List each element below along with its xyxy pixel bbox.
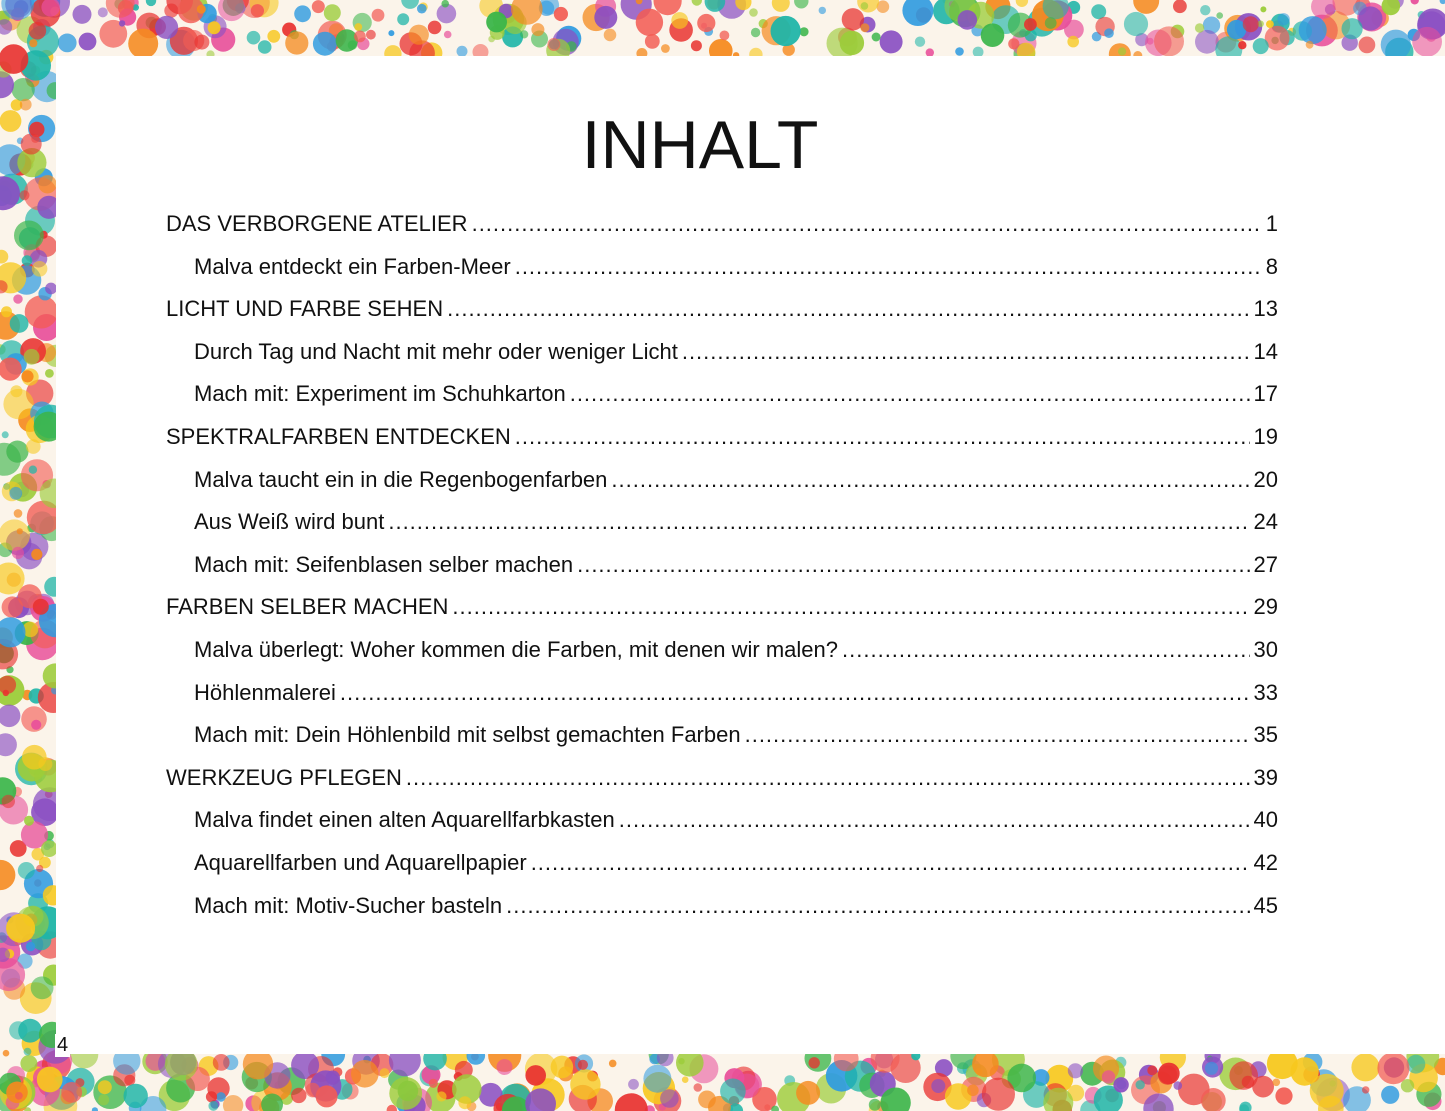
confetti-dot bbox=[861, 2, 869, 10]
confetti-dot bbox=[958, 10, 978, 30]
toc-entry[interactable] bbox=[166, 416, 1278, 459]
confetti-dot bbox=[860, 23, 869, 32]
confetti-dot bbox=[79, 33, 97, 51]
confetti-dot bbox=[31, 720, 41, 730]
confetti-dot bbox=[1133, 0, 1159, 14]
confetti-dot bbox=[645, 34, 660, 49]
confetti-dot bbox=[33, 599, 49, 615]
toc-entry-label: Malva findet einen alten Aquarellfarbkasten bbox=[194, 807, 615, 833]
confetti-dot bbox=[1102, 1070, 1115, 1083]
confetti-dot bbox=[594, 6, 617, 29]
toc-entry[interactable] bbox=[166, 544, 1278, 587]
toc-entry-label: Malva entdeckt ein Farben-Meer bbox=[194, 253, 511, 279]
confetti-dot bbox=[551, 1056, 574, 1079]
dot-leader bbox=[472, 203, 1262, 246]
confetti-dot bbox=[531, 23, 544, 36]
confetti-dot bbox=[208, 21, 221, 34]
confetti-dot bbox=[1260, 6, 1266, 12]
confetti-dot bbox=[967, 1085, 979, 1097]
confetti-dot bbox=[38, 757, 52, 771]
confetti-dot bbox=[45, 369, 54, 378]
toc-entry-page: 42 bbox=[1253, 849, 1278, 875]
toc-entry-page: 17 bbox=[1253, 381, 1278, 407]
confetti-dot bbox=[615, 1093, 648, 1111]
confetti-dot bbox=[2, 795, 15, 808]
confetti-dot bbox=[73, 5, 92, 24]
toc-entry-page: 27 bbox=[1253, 551, 1278, 577]
confetti-dot bbox=[661, 44, 670, 53]
confetti-dot bbox=[194, 35, 209, 50]
confetti-dot bbox=[520, 30, 528, 38]
confetti-dot bbox=[24, 1048, 32, 1056]
confetti-dot bbox=[348, 40, 357, 49]
toc-entry[interactable] bbox=[166, 459, 1278, 502]
confetti-dot bbox=[92, 1107, 98, 1111]
confetti-dot bbox=[146, 0, 156, 6]
confetti-dot bbox=[208, 1101, 218, 1111]
confetti-dot bbox=[294, 5, 311, 22]
confetti-dot bbox=[1195, 30, 1219, 54]
confetti-dot bbox=[10, 385, 22, 397]
confetti-dot bbox=[872, 33, 881, 42]
page-number: 4 bbox=[57, 1034, 69, 1056]
toc-entry[interactable] bbox=[166, 714, 1278, 757]
confetti-dot bbox=[21, 370, 33, 382]
confetti-dot bbox=[1147, 1065, 1157, 1075]
confetti-dot bbox=[720, 1079, 746, 1105]
confetti-dot bbox=[751, 28, 760, 37]
confetti-dot bbox=[119, 20, 125, 26]
confetti-dot bbox=[1216, 12, 1223, 19]
confetti-dot bbox=[1195, 23, 1204, 32]
confetti-dot bbox=[1174, 1081, 1183, 1090]
confetti-dot bbox=[20, 190, 30, 200]
confetti-dot bbox=[2, 431, 9, 438]
toc-entry-page: 29 bbox=[1253, 594, 1278, 620]
confetti-dot bbox=[313, 32, 337, 56]
confetti-dot bbox=[316, 1085, 338, 1107]
confetti-dot bbox=[409, 25, 429, 45]
confetti-dot bbox=[1045, 17, 1057, 29]
confetti-dot bbox=[1118, 47, 1126, 55]
toc-entry-page: 20 bbox=[1253, 466, 1278, 492]
confetti-dot bbox=[1008, 38, 1019, 49]
confetti-dot bbox=[197, 5, 206, 14]
confetti-dot bbox=[124, 1084, 148, 1108]
confetti-dot bbox=[0, 705, 20, 728]
confetti-dot bbox=[24, 816, 34, 826]
confetti-dot bbox=[1024, 18, 1037, 31]
confetti-dot bbox=[61, 1082, 82, 1103]
confetti-dot bbox=[1266, 20, 1274, 28]
confetti-dot bbox=[3, 690, 9, 696]
confetti-dot bbox=[98, 1094, 109, 1105]
confetti-dot bbox=[547, 38, 560, 51]
dot-leader bbox=[745, 714, 1250, 757]
toc-entry[interactable] bbox=[166, 203, 1278, 246]
confetti-dot bbox=[1173, 0, 1187, 13]
confetti-dot bbox=[1205, 1062, 1218, 1075]
dot-leader bbox=[388, 501, 1249, 544]
confetti-dot bbox=[636, 9, 663, 36]
dot-leader bbox=[619, 799, 1250, 842]
confetti-dot bbox=[682, 1076, 689, 1083]
dot-leader bbox=[611, 459, 1249, 502]
confetti-dot bbox=[366, 30, 376, 40]
toc-entry[interactable] bbox=[166, 672, 1278, 715]
confetti-dot bbox=[1113, 1077, 1128, 1092]
confetti-dot bbox=[324, 4, 341, 21]
confetti-dot bbox=[26, 942, 35, 951]
confetti-dot bbox=[981, 23, 1005, 47]
confetti-dot bbox=[354, 23, 362, 31]
confetti-dot bbox=[1407, 1055, 1426, 1074]
dot-leader bbox=[406, 757, 1250, 800]
toc-entry-label: Mach mit: Dein Höhlenbild mit selbst gemachten Farben bbox=[194, 722, 741, 748]
toc-entry[interactable] bbox=[166, 757, 1278, 800]
dot-leader bbox=[340, 672, 1250, 715]
toc-entry-label: Höhlenmalerei bbox=[194, 679, 336, 705]
confetti-dot bbox=[428, 21, 442, 35]
confetti-dot bbox=[436, 1091, 446, 1101]
confetti-dot bbox=[794, 0, 808, 9]
confetti-dot bbox=[13, 294, 22, 303]
toc-entry-page: 39 bbox=[1253, 764, 1278, 790]
confetti-dot bbox=[31, 976, 54, 999]
confetti-dot bbox=[0, 250, 8, 264]
confetti-dot bbox=[36, 865, 43, 872]
confetti-dot bbox=[1, 306, 12, 317]
toc-entry-label: WERKZEUG PFLEGEN bbox=[166, 764, 402, 790]
confetti-dot bbox=[444, 31, 452, 39]
confetti-dot bbox=[1411, 0, 1419, 4]
toc-entry-label: Durch Tag und Nacht mit mehr oder weniger Licht bbox=[194, 338, 678, 364]
confetti-dot bbox=[0, 733, 17, 756]
confetti-dot bbox=[12, 547, 24, 559]
confetti-dot bbox=[1067, 36, 1079, 48]
confetti-dot bbox=[554, 7, 568, 21]
toc-entry[interactable] bbox=[166, 885, 1278, 928]
confetti-dot bbox=[643, 1065, 671, 1093]
confetti-dot bbox=[31, 549, 42, 560]
confetti-dot bbox=[809, 1057, 820, 1068]
confetti-dot bbox=[9, 1021, 27, 1039]
toc-entry-label: Malva taucht ein in die Regenbogenfarben bbox=[194, 466, 608, 492]
confetti-dot bbox=[945, 1083, 972, 1110]
confetti-dot bbox=[1243, 16, 1259, 32]
toc-entry[interactable] bbox=[166, 629, 1278, 672]
toc-entry-label: LICHT UND FARBE SEHEN bbox=[166, 296, 444, 322]
confetti-dot bbox=[6, 914, 35, 943]
confetti-dot bbox=[772, 0, 790, 12]
confetti-dot bbox=[98, 1080, 112, 1094]
confetti-dot bbox=[1091, 4, 1106, 19]
toc-entry-page: 8 bbox=[1265, 253, 1278, 279]
confetti-dot bbox=[869, 1099, 881, 1111]
confetti-dot bbox=[749, 8, 758, 17]
confetti-dot bbox=[247, 31, 261, 45]
confetti-dot bbox=[37, 1067, 63, 1093]
toc-entry[interactable] bbox=[166, 842, 1278, 885]
confetti-dot bbox=[915, 37, 925, 47]
confetti-dot bbox=[397, 13, 409, 25]
confetti-dot bbox=[720, 31, 730, 41]
confetti-dot bbox=[441, 0, 449, 8]
toc-entry-page: 40 bbox=[1253, 807, 1278, 833]
confetti-dot bbox=[155, 16, 178, 39]
confetti-dot bbox=[206, 1091, 217, 1102]
confetti-dot bbox=[258, 40, 272, 54]
confetti-dot bbox=[29, 22, 47, 40]
confetti-dot bbox=[982, 1078, 1015, 1111]
toc-entry-page: 1 bbox=[1265, 211, 1278, 236]
confetti-dot bbox=[1158, 1065, 1177, 1084]
dot-leader bbox=[515, 246, 1262, 289]
table-of-contents bbox=[166, 203, 1278, 927]
toc-entry-label: Aus Weiß wird bunt bbox=[194, 509, 385, 535]
confetti-dot bbox=[326, 1071, 340, 1085]
confetti-dot bbox=[1306, 41, 1314, 49]
confetti-dot bbox=[578, 1060, 588, 1070]
dot-leader bbox=[515, 416, 1250, 459]
confetti-dot bbox=[488, 36, 495, 43]
confetti-dot bbox=[1299, 16, 1327, 44]
toc-entry-label: Mach mit: Experiment im Schuhkarton bbox=[194, 381, 566, 407]
confetti-dot bbox=[902, 0, 933, 26]
confetti-dot bbox=[1351, 1053, 1379, 1081]
confetti-dot bbox=[29, 466, 37, 474]
confetti-dot bbox=[840, 31, 864, 55]
confetti-dot bbox=[486, 12, 507, 33]
confetti-dot bbox=[12, 78, 35, 101]
toc-entry-page: 33 bbox=[1253, 679, 1278, 705]
confetti-dot bbox=[223, 1095, 243, 1111]
confetti-dot bbox=[691, 40, 702, 51]
toc-entry[interactable] bbox=[166, 331, 1278, 374]
confetti-dot bbox=[24, 349, 40, 365]
confetti-dot bbox=[497, 1059, 513, 1075]
dot-leader bbox=[452, 586, 1249, 629]
dot-leader bbox=[682, 331, 1250, 374]
confetti-dot bbox=[25, 295, 58, 328]
confetti-dot bbox=[819, 7, 826, 14]
confetti-dot bbox=[14, 221, 44, 251]
confetti-dot bbox=[18, 862, 35, 879]
confetti-dot bbox=[22, 255, 33, 266]
toc-entry[interactable] bbox=[166, 501, 1278, 544]
confetti-dot bbox=[1362, 1086, 1369, 1093]
confetti-dot bbox=[458, 1096, 471, 1109]
toc-entry-label: FARBEN SELBER MACHEN bbox=[166, 594, 449, 620]
confetti-dot bbox=[267, 30, 280, 43]
toc-entry[interactable] bbox=[166, 799, 1278, 842]
confetti-dot bbox=[1242, 1076, 1254, 1088]
toc-entry-label: Mach mit: Seifenblasen selber machen bbox=[194, 551, 574, 577]
toc-entry-label: DAS VERBORGENE ATELIER bbox=[166, 211, 468, 236]
confetti-dot bbox=[14, 509, 23, 518]
confetti-dot bbox=[1440, 0, 1445, 4]
confetti-dot bbox=[628, 1079, 639, 1090]
confetti-dot bbox=[32, 261, 48, 277]
confetti-dot bbox=[1412, 27, 1442, 57]
confetti-dot bbox=[1154, 26, 1184, 56]
confetti-dot bbox=[372, 9, 385, 22]
confetti-dot bbox=[6, 1082, 28, 1104]
confetti-dot bbox=[3, 1050, 10, 1057]
confetti-dot bbox=[0, 519, 30, 550]
confetti-dot bbox=[213, 1054, 230, 1071]
confetti-dot bbox=[1377, 1052, 1409, 1084]
confetti-dot bbox=[694, 1083, 703, 1092]
confetti-dot bbox=[1342, 18, 1363, 39]
confetti-dot bbox=[1275, 1087, 1292, 1104]
confetti-dot bbox=[660, 1089, 679, 1108]
confetti-dot bbox=[1016, 0, 1028, 7]
confetti-dot bbox=[312, 0, 325, 13]
confetti-dot bbox=[389, 1077, 422, 1110]
toc-entry-page: 45 bbox=[1253, 892, 1278, 918]
toc-entry[interactable] bbox=[166, 373, 1278, 416]
confetti-dot bbox=[1136, 1080, 1145, 1089]
toc-entry-label: Aquarellfarben und Aquarellpapier bbox=[194, 849, 527, 875]
confetti-dot bbox=[351, 1060, 379, 1088]
confetti-dot bbox=[128, 29, 158, 59]
confetti-dot bbox=[796, 1081, 820, 1105]
toc-entry-label: Mach mit: Motiv-Sucher basteln bbox=[194, 892, 503, 918]
confetti-dot bbox=[401, 0, 419, 9]
confetti-dot bbox=[1381, 1086, 1399, 1104]
confetti-dot bbox=[380, 1068, 390, 1078]
confetti-dot bbox=[671, 12, 688, 29]
confetti-dot bbox=[771, 16, 801, 46]
confetti-dot bbox=[1359, 37, 1376, 54]
confetti-dot bbox=[955, 47, 964, 56]
confetti-dot bbox=[10, 314, 29, 333]
toc-entry-page: 13 bbox=[1253, 296, 1278, 322]
confetti-dot bbox=[388, 30, 394, 36]
confetti-dot bbox=[17, 528, 23, 534]
dot-leader bbox=[570, 373, 1250, 416]
confetti-dot bbox=[164, 4, 178, 18]
confetti-dot bbox=[1200, 5, 1210, 15]
confetti-dot bbox=[609, 1060, 617, 1068]
toc-entry-page: 35 bbox=[1253, 722, 1278, 748]
confetti-dot bbox=[1124, 12, 1148, 36]
confetti-dot bbox=[692, 0, 702, 6]
toc-entry[interactable] bbox=[166, 288, 1278, 331]
confetti-dot bbox=[29, 39, 37, 47]
confetti-dot bbox=[570, 1069, 600, 1099]
confetti-dot bbox=[291, 1088, 306, 1103]
confetti-dot bbox=[98, 7, 108, 17]
confetti-dot bbox=[9, 487, 22, 500]
confetti-dot bbox=[58, 34, 77, 53]
toc-entry[interactable] bbox=[166, 246, 1278, 289]
confetti-dot bbox=[604, 29, 617, 42]
confetti-dot bbox=[251, 4, 264, 17]
confetti-dot bbox=[0, 860, 15, 890]
confetti-dot bbox=[417, 4, 427, 14]
confetti-dot bbox=[972, 1051, 999, 1078]
confetti-dot bbox=[1104, 28, 1114, 38]
confetti-dot bbox=[1253, 38, 1269, 54]
confetti-dot bbox=[429, 1079, 438, 1088]
toc-entry-label: Malva überlegt: Woher kommen die Farben, mit denen wir malen? bbox=[194, 636, 839, 662]
confetti-dot bbox=[1238, 41, 1246, 49]
confetti-dot bbox=[1277, 13, 1289, 25]
confetti-dot bbox=[931, 1079, 945, 1093]
confetti-dot bbox=[354, 31, 366, 43]
dot-leader bbox=[531, 842, 1250, 885]
confetti-dot bbox=[1147, 38, 1154, 45]
toc-entry-page: 19 bbox=[1253, 423, 1278, 449]
toc-entry-page: 24 bbox=[1253, 509, 1278, 535]
confetti-dot bbox=[285, 31, 308, 54]
confetti-dot bbox=[1273, 1079, 1281, 1087]
dot-leader bbox=[577, 544, 1249, 587]
confetti-dot bbox=[15, 1092, 23, 1100]
confetti-dot bbox=[1068, 1063, 1083, 1078]
confetti-dot bbox=[525, 1065, 546, 1086]
toc-entry-page: 14 bbox=[1253, 338, 1278, 364]
toc-entry-page: 30 bbox=[1253, 636, 1278, 662]
toc-entry[interactable] bbox=[166, 586, 1278, 629]
dot-leader bbox=[506, 885, 1249, 928]
dot-leader bbox=[447, 288, 1249, 331]
dot-leader bbox=[842, 629, 1250, 672]
toc-entry-label: SPEKTRALFARBEN ENTDECKEN bbox=[166, 423, 511, 449]
confetti-dot bbox=[1239, 1102, 1251, 1111]
confetti-dot bbox=[697, 14, 715, 32]
confetti-dot bbox=[799, 27, 808, 36]
page-title: INHALT bbox=[581, 107, 819, 183]
confetti-dot bbox=[0, 44, 28, 74]
confetti-dot bbox=[880, 30, 903, 53]
